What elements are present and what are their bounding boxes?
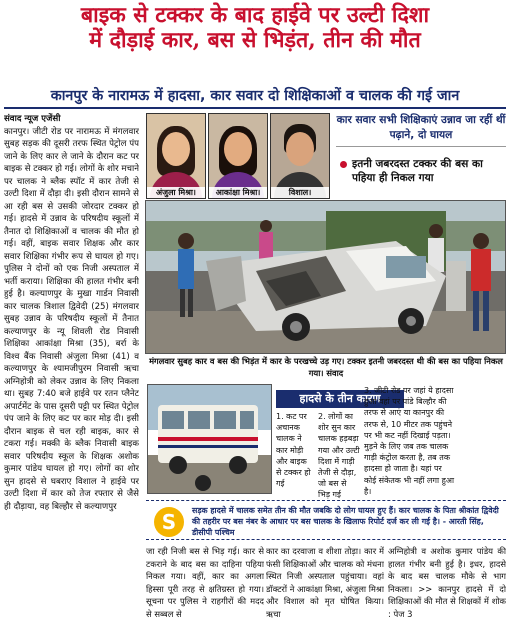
- reason-1: 1. कट पर अचानक चालक ने कार मोड़ी और बाइक से टक्कर हो गई: [276, 412, 311, 489]
- bus-photo: [147, 384, 272, 494]
- headline: [6, 4, 504, 54]
- article-body-1: कानपुर। जीटी रोड पर नारामऊ में मंगलवार सुबह सड़क की दूसरी तरफ स्थित पेट्रोल पंप जाने के लिए कार ले जाने के दौरान कट पर बाइक से टक्कर हो गई। लोगों के शोर मचाने पर चालक ने ब्लैक स्पॉट में कार तेजी से उल्टी दिशा में दौड़ा दी। इसी दौरान सामने से आ रही बस से उसकी जोरदार टक्कर हो गई। हादसे में उन्नाव के परिषदीय स्कूलों में तैनात दो शिक्षिकाओं व चालक की मौत हो गई। वहीं, बाइक सवार शिक्षक और कार सवार शिक्षिका गंभीर रूप से घायल हो गए। पुलिस ने दोनों को एक निजी अस्पताल में भर्ती कराया। शिक्षिका की हालत गंभीर बनी हुई है। कल्याणपुर के मुखा गार्डन निवासी कार चालक त्रिशाल द्विवेदी (25) मंगलवार सुबह उन्नाव के परिषदीय स्कूलों में तैनात कल्याणपुर के न्यू शिवली रोड निवासी शिक्षिका आकांक्षा मिश्रा (35), बर्रा के विश्व बैंक निवासी अंजुला मिश्रा (41) व कल्याणपुर के श्यामजीपुरम निवासी ऋचा अग्निहोत्री को लेकर उन्नाव के लिए निकला था। सुबह 7:40 बजे हाईवे पर रतन प्लैनेट अपार्टमेंट के पास दूसरी पट्टी पर स्थित पेट्रोल पंप जाने के लिए कट पर कार मोड़ दी। इसी दौरान बाइक से चल रही बाइक, कार से टकरा गई। मक्की के ब्लैक निवासी बाइक सवार परिषदीय स्कूल के शिक्षक अशोक कुमार पांडेय घायल हो गए। लोगों का शोर सुन हादसे से घबराए विशाल ने हाईवे पर उल्टी दिशा में कार को तेज रफ्तार से जैसे ही दौड़ाया, वह बिल्हौर से कल्याणपुर: [4, 126, 139, 512]
- reasons-title: हादसे के तीन कारण: [276, 390, 404, 408]
- reason-3: 3. जीटी रोड पर जहां ये हादसा हुआ वहां पर पांडे बिल्हौर की तरफ से आएं या कानपुर की तरफ से, 10 मीटर तक पहुंचने पर भी कट नहीं दिखाई पड़ता। मुड़ने के लिए जब तक चालक गाड़ी कंट्रोल करता है, तब तक हादसा हो जाता है। यहां पर कोई संकेतक भी नहीं लगा हुआ है।: [364, 386, 454, 496]
- photo-caption-2: आकांक्षा मिश्रा।: [209, 187, 267, 198]
- side-highlights: [336, 113, 506, 185]
- byline: संवाद न्यूज एजेंसी: [4, 114, 61, 124]
- accident-scene-image: [146, 201, 506, 354]
- quote-text: सड़क हादसे में चालक समेत तीन की मौत जबकि दो लोग घायल हुए हैं। कार चालक के पिता श्रीकांत द्विवेदी की तहरीर पर बस नंबर के आधार पर बस चालक के खिलाफ रिपोर्ट दर्ज कर ली गई है। - आरती सिंह, डीसीपी पश्चिम: [192, 506, 499, 537]
- photo-caption-3: विशाल।: [271, 187, 329, 198]
- victim-photos: [146, 113, 330, 199]
- article-bottom-column-3: अग्निहोत्री व अशोक कुमार पांडेय की हालत गंभीर बनी हुई है। इधर, हादसे के बाद बस चालक मौके से भाग निकला। >> कानपुर हादसे में दो शिक्षिकाओं की मौत से शिक्षकों में शोक : पेज 3: [388, 546, 506, 619]
- official-quote: [146, 500, 506, 540]
- photo-caption: मंगलवार सुबह कार व बस की भिड़ंत में कार के परखच्चे उड़ गए। टक्कर इतनी जबरदस्त थी की बस का पहिया निकल गया। संवाद: [149, 356, 503, 378]
- article-bottom-column-2: कार का दरवाजा व शीशा तोड़ा। कार में फंसी शिक्षिकाओं और चालक को मंधना स्थित निजी अस्पताल पहुंचाया। वहां डॉक्टरों ने आकांक्षा मिश्रा, अंजुला मिश्रा और विशाल को मृत घोषित किया। ऋचा: [266, 546, 384, 619]
- quote-icon: S: [154, 507, 184, 537]
- victim-photo-2: [208, 113, 268, 199]
- photo-caption-1: अंजुला मिश्रा।: [147, 187, 205, 198]
- headline-line-2: में दौड़ाई कार, बस से भिड़ंत, तीन की मौत: [89, 27, 421, 53]
- highlight-2: इतनी जबरदस्त टक्कर की बस का पहिया ही निकल गया: [336, 157, 506, 185]
- accident-reasons-box: [276, 386, 506, 501]
- article-column-1: [4, 113, 139, 623]
- victim-photo-1: [146, 113, 206, 199]
- accident-photo: [145, 200, 506, 354]
- reason-2: 2. लोगों का शोर सुन कार चालक हड़बड़ा गया और उल्टी दिशा में गाड़ी तेजी से दौड़ा, जो बस से भिड़ गई: [318, 412, 360, 500]
- damaged-bus-image: [148, 385, 272, 494]
- headline-line-1: बाइक से टक्कर के बाद हाईवे पर उल्टी दिशा: [80, 3, 430, 28]
- article-bottom-column-1: जा रही निजी बस से भिड़ गई। कार से टकराने के बाद बस का दाहिना पहिया निकल गया। वहीं, कार का अगला हिस्सा पूरी तरह से क्षतिग्रस्त हो गया। सूचना पर पुलिस ने राहगीरों की मदद से सब्बल से: [146, 546, 264, 619]
- subheadline: कानपुर के नारामऊ में हादसा, कार सवार दो शिक्षिकाओं व चालक की गई जान: [4, 86, 506, 109]
- highlight-1: कार सवार सभी शिक्षिकाएं उन्नाव जा रहीं थीं पढ़ाने, दो घायल: [336, 113, 506, 147]
- victim-photo-3: [270, 113, 330, 199]
